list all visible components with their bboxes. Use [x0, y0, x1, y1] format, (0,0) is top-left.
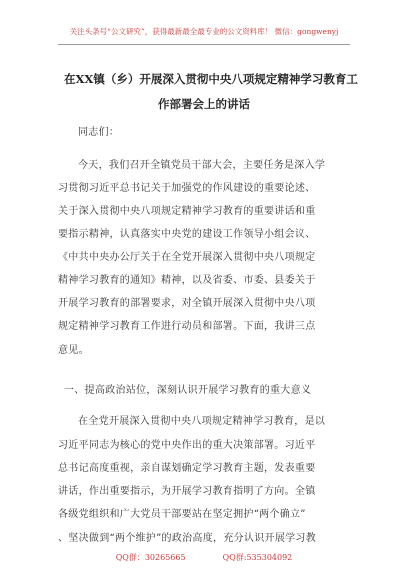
header-divider: [58, 44, 350, 45]
salutation: 同志们：: [78, 127, 120, 138]
body-text-line: 各级党组织和广大党员干部要站在坚定拥护“两个确立”: [58, 509, 306, 520]
body-text-line: 在全党开展深入贯彻中央八项规定精神学习教育，是以: [78, 416, 326, 427]
body-text-line: 开展学习教育的部署要求，对全镇开展深入贯彻中央八项: [58, 298, 316, 309]
body-text-line: 规定精神学习教育工作进行动员和部署。下面，我讲三点: [58, 321, 316, 332]
footer-qq-group-1: QQ群：30265665: [115, 553, 186, 562]
body-text-line: 习近平同志为核心的党中央作出的重大决策部署。习近平: [58, 440, 316, 451]
body-text-line: 今天，我们召开全镇党员干部大会，主要任务是深入学: [78, 160, 326, 171]
body-text-line: 习贯彻习近平总书记关于加强党的作风建设的重要论述、: [58, 183, 316, 194]
body-text-line: 精神学习教育的通知》精神，以及省委、市委、县委关于: [58, 275, 316, 286]
document-title-line-1: 在XX镇（乡）开展深入贯彻中央八项规定精神学习教育工: [64, 72, 358, 86]
footer-qq-group-2: QQ群:535304092: [222, 553, 293, 562]
header-banner: 关注头条号“公文研究”，获得最新最全最专业的公文资料库！ 微信：gongwenyj: [69, 27, 339, 36]
document-title-line-2: 作部署会上的讲话: [158, 97, 250, 111]
section-heading: 一、提高政治站位，深刻认识开展学习教育的重大意义: [64, 385, 312, 396]
footer: [0, 552, 408, 563]
body-text-line: 意见。: [58, 345, 89, 356]
body-text-line: 讲话，作出重要指示，为开展学习教育指明了方向。全镇: [58, 486, 316, 497]
body-text-line: 关于深入贯彻中央八项规定精神学习教育的重要讲话和重: [58, 206, 316, 217]
body-text-line: 、坚决做到“两个维护”的政治高度，充分认识开展学习教: [58, 533, 317, 544]
body-text-line: 总书记高度重视，亲自谋划确定学习教育主题，发表重要: [58, 463, 316, 474]
body-text-line: 《中共中央办公厅关于在全党开展深入贯彻中央八项规定: [58, 252, 316, 263]
body-text-line: 要指示精神，认真落实中央党的建设工作领导小组会议、: [58, 229, 316, 240]
